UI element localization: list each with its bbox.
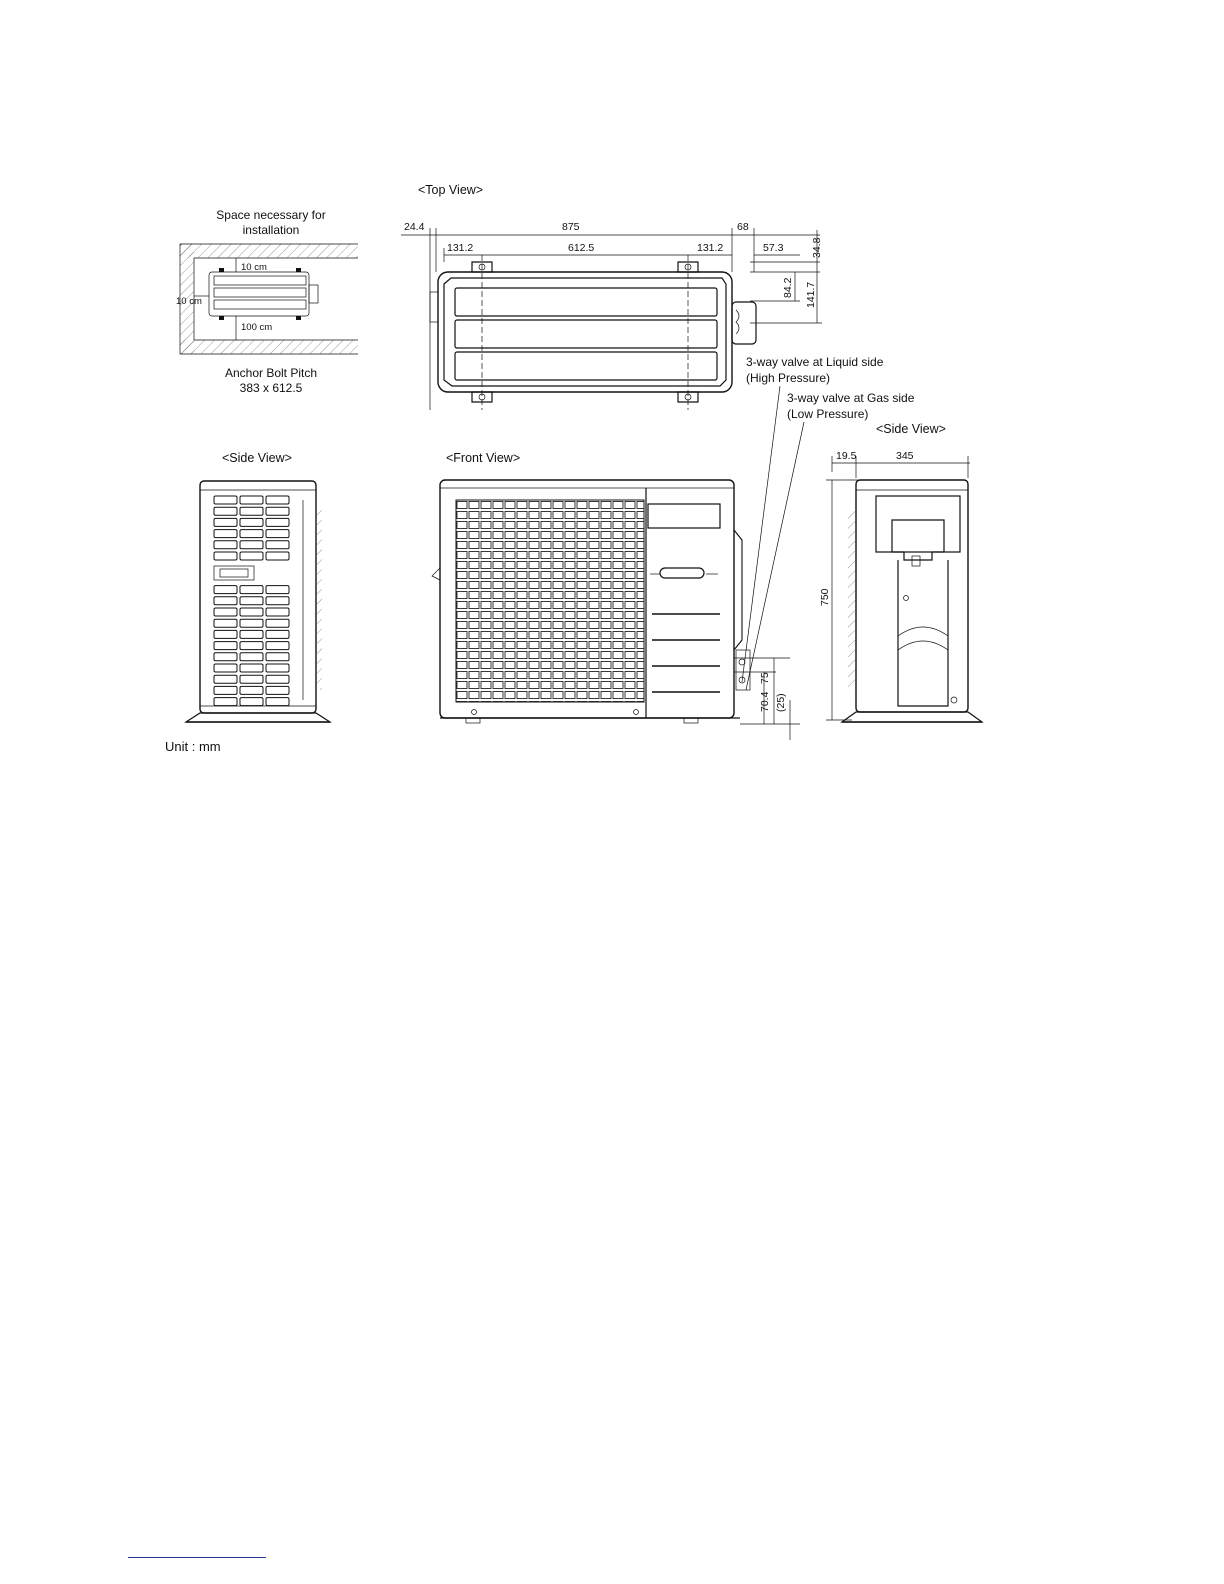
side-louvre-slot: [266, 608, 289, 616]
side-louvre-slot: [240, 664, 263, 672]
side-louvre-slot: [214, 541, 237, 549]
side-louvre-slot: [240, 653, 263, 661]
anchor-bolt-value: 383 x 612.5: [239, 381, 303, 395]
installation-unit-outline: [209, 268, 318, 320]
front-view: [432, 451, 800, 740]
side-louvre-slot: [266, 597, 289, 605]
side-louvre-slot: [266, 653, 289, 661]
side-louvre-slot: [214, 530, 237, 538]
side-louvre-slot: [266, 507, 289, 515]
side-louvre-slot: [214, 675, 237, 683]
side-louvre-slot: [240, 686, 263, 694]
side-louvre-slot: [214, 496, 237, 504]
installation-space-diagram: [176, 208, 358, 395]
side-louvre-slot: [266, 630, 289, 638]
right-side-view: [819, 422, 982, 722]
side-louvre-slot: [214, 507, 237, 515]
valve-gas-line2: (Low Pressure): [787, 407, 869, 421]
clearance-side-label: 10 cm: [176, 296, 202, 307]
side-louvre-slot: [214, 518, 237, 526]
side-louvre-slot: [266, 541, 289, 549]
side-louvre-slot: [214, 619, 237, 627]
dim-131-2-right: 131.2: [697, 242, 724, 254]
dim-75: 75: [759, 672, 771, 684]
wall-bottom-hatch: [180, 340, 358, 354]
dim-612-5: 612.5: [568, 242, 595, 254]
side-louvre-slot: [214, 630, 237, 638]
right-side-view-title: <Side View>: [876, 422, 946, 436]
side-louvre-slot: [214, 686, 237, 694]
side-louvre-slot: [266, 675, 289, 683]
dim-84-2: 84.2: [782, 277, 794, 298]
side-louvre-slot: [240, 552, 263, 560]
side-louvre-slot: [240, 630, 263, 638]
side-louvre-slot: [266, 698, 289, 706]
left-side-view-title: <Side View>: [222, 451, 292, 465]
dim-345: 345: [896, 450, 914, 462]
unit-note: Unit : mm: [165, 739, 221, 754]
top-view-title: <Top View>: [418, 183, 484, 197]
side-louvre-slot: [266, 619, 289, 627]
side-louvre-slot: [214, 608, 237, 616]
side-louvre-slot: [266, 642, 289, 650]
wall-top-hatch: [180, 244, 358, 258]
side-louvre-slot: [240, 496, 263, 504]
side-louvre-slot: [240, 619, 263, 627]
installation-title-line2: installation: [242, 223, 300, 237]
valve-gas-line1: 3-way valve at Gas side: [787, 391, 915, 405]
valve-liquid-line2: (High Pressure): [746, 371, 831, 385]
dim-131-2-left: 131.2: [447, 242, 474, 254]
side-louvre-slot: [214, 642, 237, 650]
side-louvre-slot: [266, 686, 289, 694]
side-louvre-slot: [266, 552, 289, 560]
side-louvre-slot: [240, 608, 263, 616]
dim-141-7: 141.7: [805, 281, 817, 308]
dim-70-4: 70.4: [759, 691, 771, 712]
side-louvre-slot: [214, 698, 237, 706]
valve-liquid-line1: 3-way valve at Liquid side: [746, 355, 884, 369]
side-louvre-slot: [240, 675, 263, 683]
clearance-top-label: 10 cm: [241, 262, 267, 273]
dim-34-8: 34.8: [811, 237, 823, 258]
right-side-body: [856, 480, 968, 712]
side-louvre-slot: [240, 541, 263, 549]
side-louvre-slot: [240, 642, 263, 650]
front-view-title: <Front View>: [446, 451, 521, 465]
side-louvre-slot: [266, 586, 289, 594]
dim-875: 875: [562, 221, 580, 233]
anchor-bolt-title: Anchor Bolt Pitch: [224, 366, 318, 380]
side-louvre-slot: [214, 664, 237, 672]
side-louvre-slot: [240, 698, 263, 706]
dim-19-5: 19.5: [836, 450, 857, 462]
dim-25: (25): [775, 693, 787, 712]
dim-24-4: 24.4: [404, 221, 425, 233]
side-louvre-slot: [266, 664, 289, 672]
dim-750: 750: [819, 588, 831, 606]
side-louvre-slot: [266, 496, 289, 504]
side-louvre-slot: [240, 530, 263, 538]
installation-title-line1: Space necessary for: [216, 208, 326, 222]
side-louvre-slot: [214, 653, 237, 661]
side-louvre-slot: [266, 518, 289, 526]
side-louvre-slot: [240, 507, 263, 515]
side-louvre-slot: [240, 597, 263, 605]
side-louvre-slot: [240, 586, 263, 594]
dim-68: 68: [737, 221, 749, 233]
clearance-front-label: 100 cm: [241, 322, 273, 333]
dim-57-3: 57.3: [763, 242, 784, 254]
side-louvre-slot: [266, 530, 289, 538]
side-louvre-slot: [214, 586, 237, 594]
side-louvre-slot: [240, 518, 263, 526]
side-louvre-slot: [214, 597, 237, 605]
fan-grille: [456, 500, 644, 702]
left-side-view: [186, 451, 330, 722]
side-louvre-slot: [214, 552, 237, 560]
footer-rule: [128, 1557, 266, 1558]
